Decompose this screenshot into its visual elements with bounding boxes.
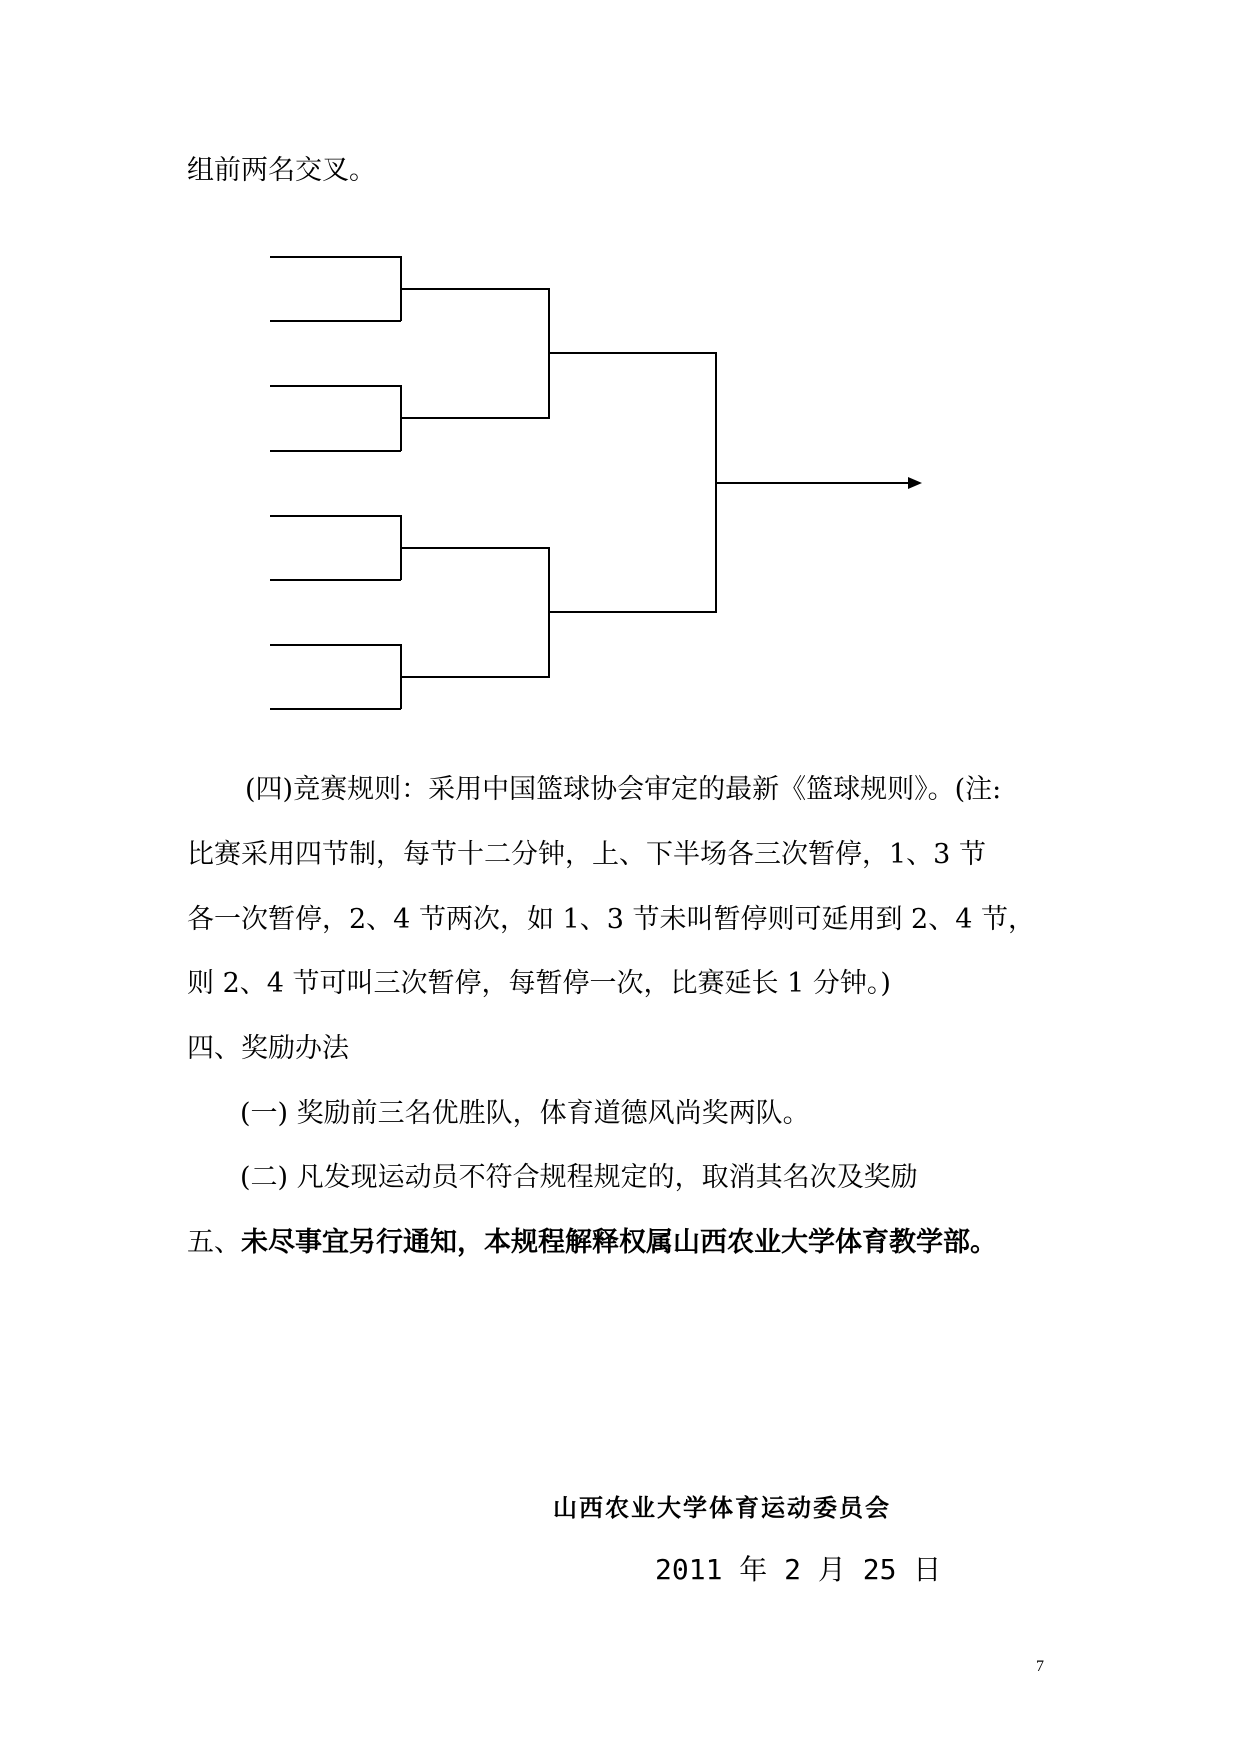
bracket-arrow-head bbox=[908, 477, 922, 489]
awards-item-2: (二) 凡发现运动员不符合规程规定的，取消其名次及奖励 bbox=[240, 1162, 918, 1193]
rules-line-1: (四)竞赛规则：采用中国篮球协会审定的最新《篮球规则》。(注: bbox=[245, 774, 1002, 805]
awards-heading: 四、奖励办法 bbox=[187, 1033, 349, 1064]
rules-line-2: 比赛采用四节制，每节十二分钟，上、下半场各三次暂停，1、3 节 bbox=[187, 839, 986, 870]
date: 2011 年 2 月 25 日 bbox=[655, 1553, 942, 1586]
rules-line-4: 则 2、4 节可叫三次暂停，每暂停一次，比赛延长 1 分钟。) bbox=[187, 968, 891, 999]
bracket-slot-3 bbox=[270, 386, 401, 451]
section-5-text: 未尽事宜另行通知，本规程解释权属山西农业大学体育教学部。 bbox=[241, 1227, 997, 1258]
awards-item-1: (一) 奖励前三名优胜队，体育道德风尚奖两队。 bbox=[240, 1098, 810, 1129]
bracket-slot-1 bbox=[270, 257, 401, 321]
bracket-final bbox=[549, 353, 716, 612]
section-5-prefix: 五、 bbox=[187, 1227, 241, 1258]
intro-line: 组前两名交叉。 bbox=[187, 155, 376, 186]
bracket-semifinal-2 bbox=[401, 548, 549, 677]
page-number: 7 bbox=[1036, 1658, 1044, 1675]
bracket-semifinal-1 bbox=[401, 289, 549, 418]
rules-line-3: 各一次暂停，2、4 节两次，如 1、3 节未叫暂停则可延用到 2、4 节， bbox=[187, 904, 1035, 935]
section-5 bbox=[187, 1225, 997, 1261]
bracket-slot-5 bbox=[270, 516, 401, 580]
signature: 山西农业大学体育运动委员会 bbox=[553, 1494, 891, 1522]
bracket-slot-7 bbox=[270, 645, 401, 709]
tournament-bracket-diagram bbox=[0, 0, 1241, 760]
